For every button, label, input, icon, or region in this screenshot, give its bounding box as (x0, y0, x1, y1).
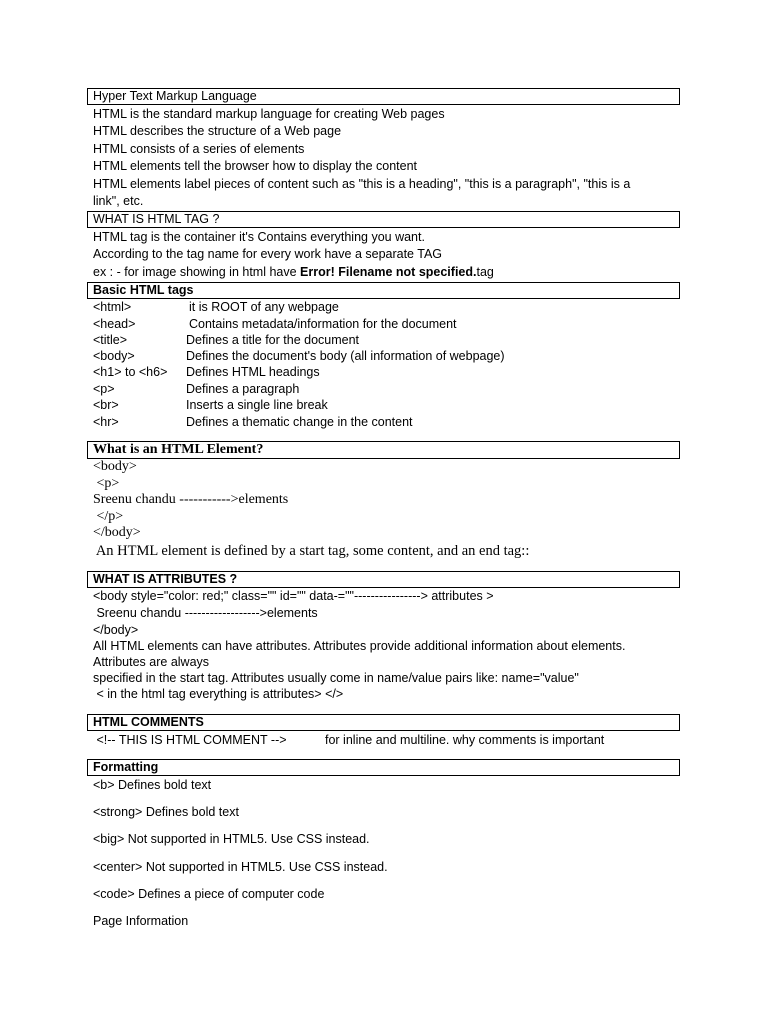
attributes-line: All HTML elements can have attributes. Attributes provide additional information about elements. (93, 639, 626, 653)
attributes-line: specified in the start tag. Attributes usually come in name/value pairs like: name="value" (93, 671, 579, 685)
html-tag-line: According to the tag name for every work have a separate TAG (93, 247, 443, 261)
tag-name: <br> (93, 398, 119, 412)
intro-line: HTML elements label pieces of content such as "this is a heading", "this is a paragraph", "this is a (93, 177, 631, 191)
tag-row (93, 299, 339, 315)
tag-name: <html> (93, 300, 132, 314)
intro-line: link", etc. (93, 194, 144, 208)
section-header-intro: Hyper Text Markup Language (87, 88, 680, 105)
tag-desc: it is ROOT of any webpage (189, 300, 339, 314)
example-prefix: ex : - for image showing in html have (93, 265, 301, 279)
comment-note: for inline and multiline. why comments is important (325, 733, 605, 747)
tag-row (93, 381, 299, 397)
comments-line (93, 732, 604, 748)
section-header-formatting: Formatting (87, 759, 680, 776)
tag-name: <body> (93, 349, 135, 363)
tag-row (93, 364, 320, 380)
attributes-line: Sreenu chandu ------------------>elements (93, 606, 318, 620)
intro-line: HTML elements tell the browser how to display the content (93, 159, 417, 173)
tag-name: <p> (93, 382, 115, 396)
section-header-comments: HTML COMMENTS (87, 714, 680, 731)
tag-desc: Inserts a single line break (186, 398, 328, 412)
intro-line: HTML is the standard markup language for creating Web pages (93, 107, 445, 121)
section-header-element: What is an HTML Element? (87, 441, 680, 459)
formatting-line: <center> Not supported in HTML5. Use CSS instead. (93, 860, 388, 874)
tag-row (93, 397, 328, 413)
element-code-line: Sreenu chandu ----------->elements (93, 492, 289, 507)
formatting-line: <b> Defines bold text (93, 778, 212, 792)
tag-name: <head> (93, 317, 136, 331)
attributes-line: Attributes are always (93, 655, 210, 669)
tag-row (93, 414, 413, 430)
tag-desc: Defines a paragraph (186, 382, 300, 396)
attributes-line: < in the html tag everything is attributes> </> (93, 687, 344, 701)
section-header-html-tag: WHAT IS HTML TAG ? (87, 211, 680, 228)
tag-desc: Defines a thematic change in the content (186, 415, 413, 429)
formatting-line: <code> Defines a piece of computer code (93, 887, 325, 901)
example-suffix: tag (476, 265, 494, 279)
intro-line: HTML consists of a series of elements (93, 142, 305, 156)
element-code-line: </body> (93, 525, 141, 540)
section-header-attributes: WHAT IS ATTRIBUTES ? (87, 571, 680, 588)
element-definition: An HTML element is defined by a start tag, some content, and an end tag:: (93, 543, 530, 559)
tag-desc: Defines HTML headings (186, 365, 320, 379)
tag-name: <title> (93, 333, 128, 347)
tag-desc: Defines a title for the document (186, 333, 360, 347)
tag-row (93, 348, 505, 364)
tag-desc: Contains metadata/information for the document (189, 317, 457, 331)
tag-desc: Defines the document's body (all information of webpage) (186, 349, 505, 363)
comment-code: <!-- THIS IS HTML COMMENT --> (93, 733, 287, 747)
html-tag-example (93, 264, 494, 280)
formatting-line: <big> Not supported in HTML5. Use CSS instead. (93, 832, 370, 846)
element-code-line: </p> (93, 509, 124, 524)
attributes-line: </body> (93, 623, 139, 637)
section-header-basic-tags: Basic HTML tags (87, 282, 680, 299)
example-error-text: Error! Filename not specified. (300, 265, 477, 279)
tag-row (93, 316, 457, 332)
tag-row (93, 332, 359, 348)
page-information: Page Information (93, 914, 189, 928)
element-code-line: <body> (93, 459, 137, 474)
html-tag-line: HTML tag is the container it's Contains everything you want. (93, 230, 425, 244)
element-code-line: <p> (93, 476, 120, 491)
attributes-line: <body style="color: red;" class="" id="" data-=""----------------> attributes > (93, 589, 494, 603)
tag-name: <h1> to <h6> (93, 365, 168, 379)
formatting-line: <strong> Defines bold text (93, 805, 239, 819)
tag-name: <hr> (93, 415, 119, 429)
intro-line: HTML describes the structure of a Web page (93, 124, 342, 138)
